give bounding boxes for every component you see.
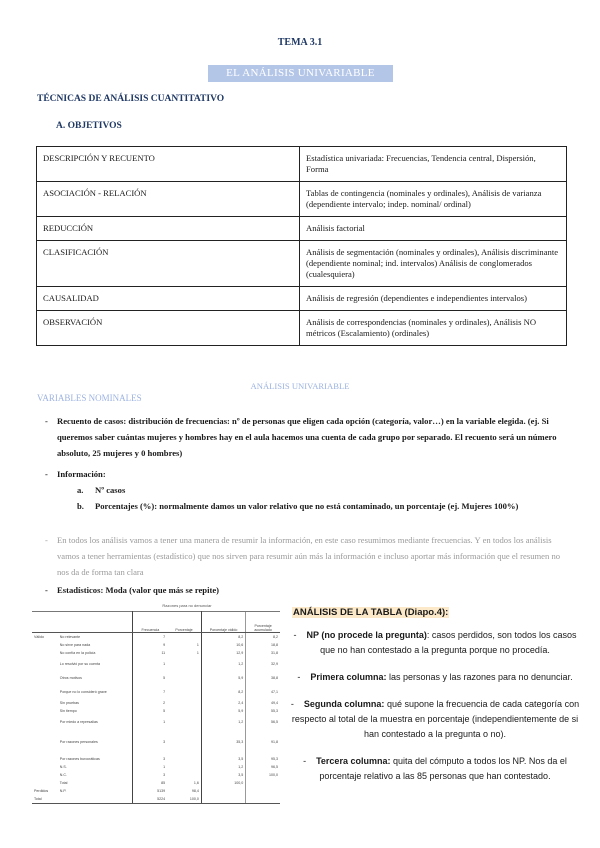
table-row	[32, 779, 280, 787]
bullet-dash: -	[45, 585, 48, 595]
cell-valid-percent	[201, 795, 245, 804]
bullet-dash: -	[303, 756, 307, 766]
analysis-item	[290, 754, 580, 784]
list-item	[77, 482, 567, 498]
cell-percent: 1,6	[167, 779, 201, 787]
table-analysis-title: ANÁLISIS DE LA TABLA (Diapo.4):	[293, 607, 449, 618]
table-row	[32, 763, 280, 771]
row-label: Lo resolvió por su cuenta	[58, 657, 133, 671]
cell-valid-percent: 10,6	[236, 643, 244, 647]
subsection-heading: A. OBJETIVOS	[56, 121, 122, 131]
cell-frequency: 1	[163, 765, 166, 769]
table-analysis	[290, 607, 580, 784]
row-group	[32, 671, 58, 685]
cell-frequency: 85	[161, 781, 166, 785]
cell-frequency: 9	[163, 643, 166, 647]
objective-value: Análisis factorial	[300, 217, 567, 241]
cell-cumulative-percent: 47,1	[246, 685, 280, 699]
row-label: N.S.	[58, 763, 133, 771]
estadisticos-text: Estadísticos: Moda (valor que más se repite)	[57, 585, 219, 595]
cell-cumulative-percent: 38,8	[246, 671, 280, 685]
cell-valid-percent: 8,2	[238, 690, 244, 694]
bullet-dash: -	[297, 672, 301, 682]
analysis-item	[290, 670, 580, 685]
analysis-item-text: quita del cómputo a todos los NP. Nos da el porcentaje relativo a las 85 personas que han contestado.	[319, 756, 567, 781]
cell-frequency: 7	[163, 635, 166, 639]
analysis-item-text: : casos perdidos, son todos los casos que no han contestado a la pregunta porque no procedía.	[320, 630, 577, 655]
row-label: Porque no lo consideró grave	[58, 685, 133, 699]
cell-cumulative-percent: 100,0	[246, 771, 280, 779]
cell-percent	[167, 633, 201, 642]
cell-cumulative-percent	[246, 795, 280, 804]
analysis-item-label: Primera columna:	[310, 672, 387, 682]
list-item-text: Nº casos	[95, 485, 126, 495]
cell-frequency: 3	[163, 757, 166, 761]
cell-percent	[167, 729, 201, 755]
table-caption: Razones para no denunciar	[162, 603, 212, 608]
cell-cumulative-percent: 55,3	[246, 707, 280, 715]
section-heading: TÉCNICAS DE ANÁLISIS CUANTITATIVO	[37, 94, 225, 104]
table-row	[37, 217, 567, 241]
row-label: Otros motivos	[58, 671, 133, 685]
list-item-text: Porcentajes (%): normalmente damos un valor relativo que no está contaminado, un porcentaje (ej. Mujeres 100%)	[95, 501, 519, 511]
row-group	[32, 649, 58, 657]
cell-valid-percent: 3,5	[238, 757, 244, 761]
cell-frequency: 5	[163, 709, 166, 713]
cell-frequency: 5	[163, 676, 166, 680]
row-label: Por miedo a represalias	[58, 715, 133, 729]
row-label: No relevante	[58, 633, 133, 642]
recuento-text: Recuento de casos: distribución de frecuencias: nº de personas que eligen cada opción (categoría, valor…) en la variable elegida. (ej. Si queremos saber cuántas mujeres y hombres hay en el aula hacemos una cuenta de cada grupo por separado. El recuento será un número absoluto, 25 mujeres y 0 hombres)	[57, 416, 557, 458]
analysis-item-label: Segunda columna:	[303, 699, 385, 709]
cell-percent	[167, 707, 201, 715]
list-marker: b.	[77, 501, 84, 511]
cell-cumulative-percent: 95,3	[246, 755, 280, 763]
estadisticos-line	[45, 582, 567, 598]
bullet-dash: -	[45, 469, 48, 479]
cell-percent	[167, 671, 201, 685]
cell-cumulative-percent: 96,5	[246, 763, 280, 771]
column-header: Porcentaje válido	[201, 612, 245, 633]
table-row	[32, 787, 280, 795]
cell-percent	[167, 715, 201, 729]
cell-valid-percent: 2,4	[238, 701, 244, 705]
row-label: Por razones burocráticas	[58, 755, 133, 763]
table-row	[32, 795, 280, 804]
recuento-paragraph	[45, 413, 567, 461]
row-label: Sin pruebas	[58, 699, 133, 707]
cell-valid-percent: 5,9	[238, 709, 244, 713]
cell-cumulative-percent: 8,2	[246, 633, 280, 642]
resumen-text: En todos los análisis vamos a tener una manera de resumir la información, en este caso resumimos mediante frecuencias. Y en todos los análisis vamos a tener herramientas (estadístico) que nos sirven para resumir aún más la información e incluso aportar más información que el resumen no nos da de forma tan clara	[57, 535, 561, 577]
row-label	[58, 795, 133, 804]
row-group	[32, 715, 58, 729]
row-group: Total	[32, 795, 58, 804]
bullet-dash: -	[45, 416, 48, 426]
row-group	[32, 755, 58, 763]
row-group	[32, 729, 58, 755]
cell-percent: 100,0	[167, 795, 201, 804]
row-label: Sin tiempo	[58, 707, 133, 715]
table-row	[32, 707, 280, 715]
cell-cumulative-percent: 91,8	[246, 729, 280, 755]
table-row	[32, 699, 280, 707]
row-group	[32, 657, 58, 671]
objective-key: ASOCIACIÓN - RELACIÓN	[37, 182, 300, 217]
table-row	[37, 311, 567, 346]
objectives-table	[36, 146, 567, 346]
univariable-heading: ANÁLISIS UNIVARIABLE	[250, 381, 350, 391]
cell-valid-percent: 5,9	[238, 676, 244, 680]
objective-key: CLASIFICACIÓN	[37, 241, 300, 287]
cell-percent	[167, 685, 201, 699]
objective-value: Tablas de contingencia (nominales y ordinales), Análisis de varianza (dependiente intervalo; indep. nominal/ ordinal)	[300, 182, 567, 217]
cell-cumulative-percent: 18,8	[246, 641, 280, 649]
table-header-row	[32, 612, 280, 633]
table-row	[37, 241, 567, 287]
cell-frequency: 2	[163, 701, 166, 705]
cell-valid-percent: 1,2	[238, 662, 244, 666]
row-group	[32, 779, 58, 787]
frequency-table	[32, 611, 280, 804]
cell-frequency: 3	[163, 773, 166, 777]
table-row	[32, 715, 280, 729]
table-row	[32, 729, 280, 755]
cell-valid-percent: 35,3	[236, 740, 244, 744]
nominal-variables-heading: VARIABLES NOMINALES	[37, 393, 142, 403]
row-group: Perdidos	[34, 789, 49, 793]
analysis-item-text: las personas y las razones para no denunciar.	[386, 672, 573, 682]
table-row	[37, 287, 567, 311]
cell-cumulative-percent: 49,4	[246, 699, 280, 707]
cell-percent	[167, 771, 201, 779]
column-header	[58, 612, 133, 633]
row-group	[32, 763, 58, 771]
table-row	[37, 182, 567, 217]
bullet-dash: -	[45, 535, 48, 545]
cell-frequency: 5224	[133, 795, 167, 804]
bullet-dash: -	[293, 630, 297, 640]
row-label: No confía en la policía	[58, 649, 133, 657]
resumen-paragraph	[45, 532, 567, 580]
cell-frequency: 1	[163, 720, 166, 724]
tema-number: TEMA 3.1	[277, 37, 323, 48]
column-header: Frecuencia	[133, 612, 167, 633]
table-row	[37, 147, 567, 182]
cell-cumulative-percent: 31,8	[246, 649, 280, 657]
row-group: Válido	[34, 635, 44, 639]
objective-value: Análisis de segmentación (nominales y ordinales), Análisis discriminante (dependiente nominal; ind. intervalos) Análisis de conglomerados (cualesquiera)	[300, 241, 567, 287]
spss-frequency-table-image	[32, 603, 282, 835]
cell-valid-percent: 1,2	[238, 765, 244, 769]
cell-percent	[167, 657, 201, 671]
cell-percent: 98,4	[167, 787, 201, 795]
cell-valid-percent: 100,0	[234, 781, 244, 785]
cell-percent	[167, 755, 201, 763]
row-group	[32, 685, 58, 699]
table-row	[32, 649, 280, 657]
row-label: N.C.	[58, 771, 133, 779]
analysis-item	[290, 697, 580, 742]
cell-frequency: 1	[163, 662, 166, 666]
cell-valid-percent: 12,9	[236, 651, 244, 655]
row-label: Total	[58, 779, 133, 787]
document-title-band: EL ANÁLISIS UNIVARIABLE	[208, 65, 393, 82]
objective-value: Análisis de regresión (dependientes e independientes intervalos)	[300, 287, 567, 311]
objective-key: REDUCCIÓN	[37, 217, 300, 241]
analysis-item-label: NP (no procede la pregunta)	[306, 630, 427, 640]
bullet-dash: -	[290, 699, 294, 709]
table-row	[32, 641, 280, 649]
informacion-label: Información:	[57, 469, 106, 479]
cell-valid-percent: 1,2	[238, 720, 244, 724]
cell-frequency: 3	[163, 740, 166, 744]
cell-valid-percent: 8,2	[238, 635, 244, 639]
row-group	[32, 771, 58, 779]
row-label: N.P.	[58, 787, 133, 795]
table-row	[32, 671, 280, 685]
table-row	[32, 685, 280, 699]
table-row	[32, 755, 280, 763]
cell-cumulative-percent: 56,5	[246, 715, 280, 729]
objective-key: CAUSALIDAD	[37, 287, 300, 311]
table-row	[32, 633, 280, 642]
analysis-item-text: qué supone la frecuencia de cada categoría con respecto al total de la muestra en porcentaje (independientemente de si han contestado a la pregunta o no).	[291, 699, 580, 739]
objective-key: OBSERVACIÓN	[37, 311, 300, 346]
column-header	[32, 612, 58, 633]
cell-cumulative-percent	[246, 787, 280, 795]
cell-valid-percent	[201, 787, 245, 795]
row-group	[32, 699, 58, 707]
cell-frequency: 7	[163, 690, 166, 694]
cell-cumulative-percent: 32,9	[246, 657, 280, 671]
table-row	[32, 771, 280, 779]
informacion-list	[57, 482, 567, 514]
informacion-block	[45, 466, 567, 514]
column-header: Porcentaje	[167, 612, 201, 633]
analysis-item-label: Tercera columna:	[316, 756, 391, 766]
table-row	[32, 657, 280, 671]
objective-value: Estadística univariada: Frecuencias, Tendencia central, Dispersión, Forma	[300, 147, 567, 182]
objective-key: DESCRIPCIÓN Y RECUENTO	[37, 147, 300, 182]
column-header: Porcentaje acumulado	[246, 612, 280, 633]
row-group	[32, 641, 58, 649]
cell-frequency: 5139	[157, 789, 166, 793]
cell-percent	[167, 763, 201, 771]
analysis-item	[290, 628, 580, 658]
cell-frequency: 11	[161, 651, 166, 655]
cell-valid-percent: 3,5	[238, 773, 244, 777]
row-label: No sirve para nada	[58, 641, 133, 649]
row-group	[32, 707, 58, 715]
list-item	[77, 498, 567, 514]
row-label: Por razones personales	[58, 729, 133, 755]
objective-value: Análisis de correspondencias (nominales y ordinales), Análisis NO métricos (Escalamiento) (ordinales)	[300, 311, 567, 346]
list-marker: a.	[77, 485, 84, 495]
cell-percent: 1	[167, 649, 201, 657]
cell-percent: 1	[167, 641, 201, 649]
cell-cumulative-percent	[246, 779, 280, 787]
cell-percent	[167, 699, 201, 707]
